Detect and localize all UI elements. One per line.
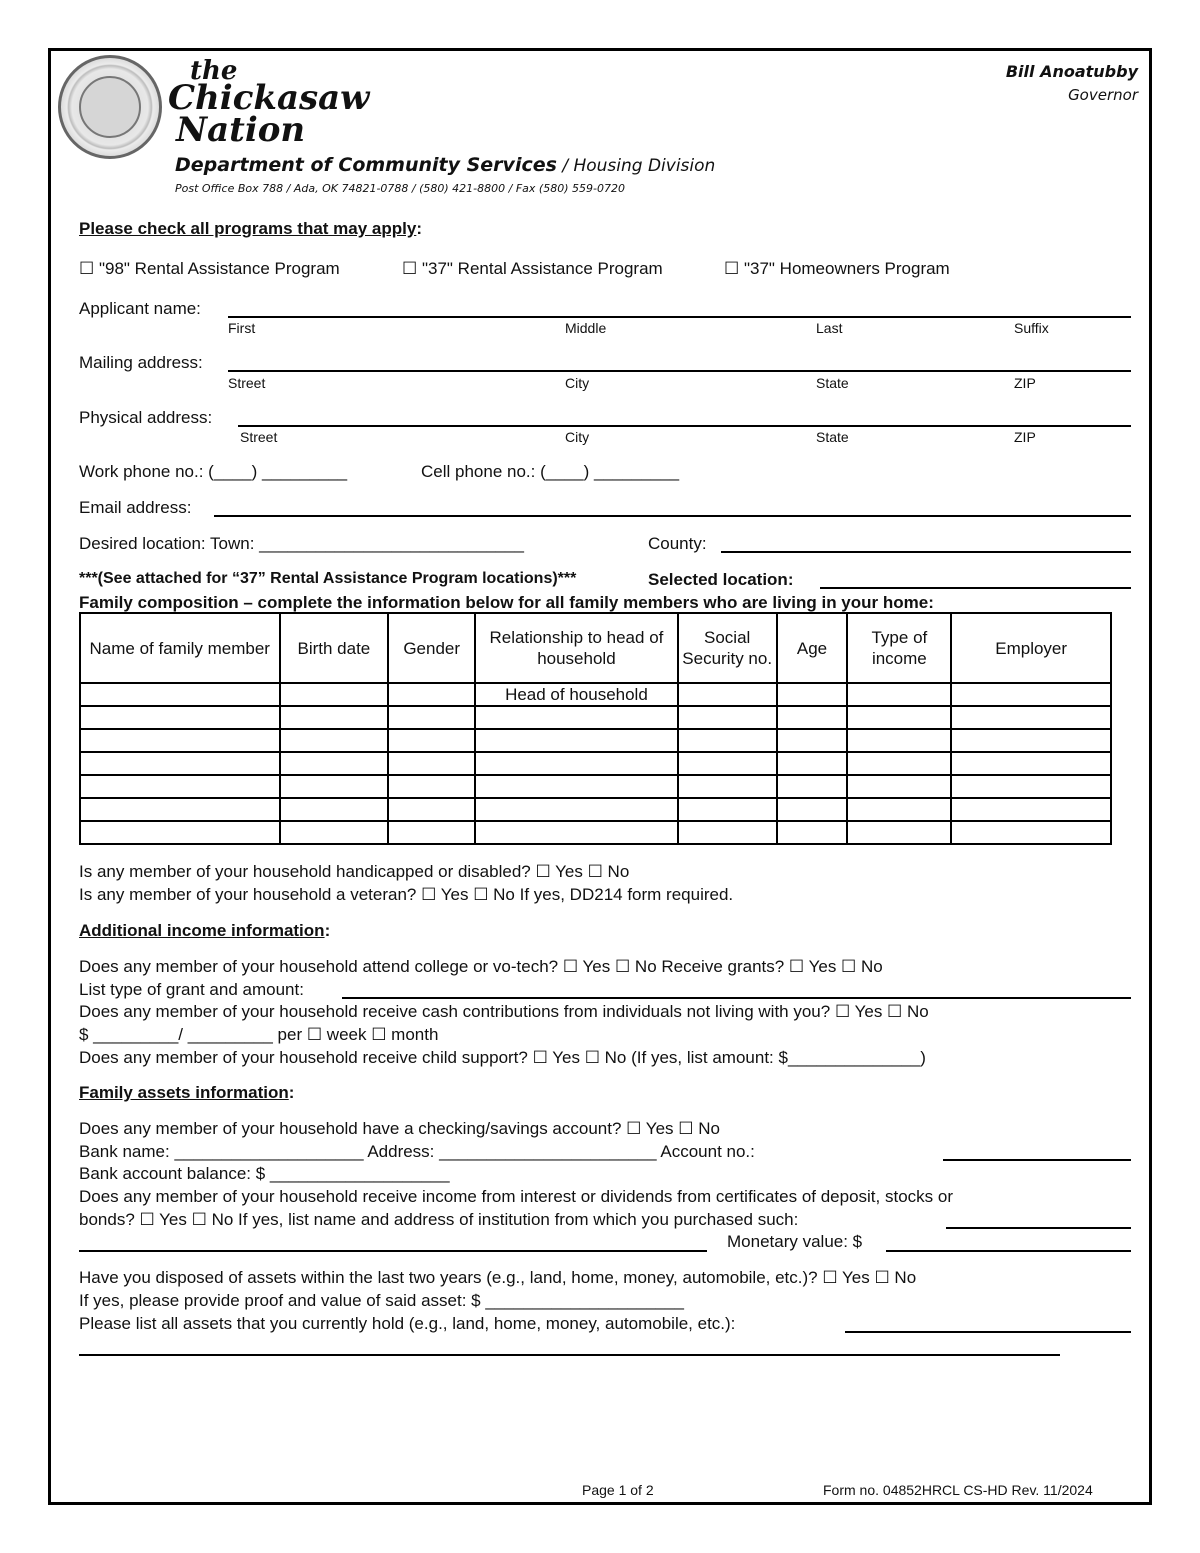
table-cell[interactable] bbox=[280, 683, 389, 706]
department-title: Department of Community Services / Housing Division bbox=[175, 154, 716, 176]
assets-list-label: Please list all assets that you currently hold (e.g., land, home, money, automobile, etc.): bbox=[79, 1314, 736, 1333]
institution-field[interactable] bbox=[946, 1227, 1131, 1229]
asset-proof-field[interactable]: If yes, please provide proof and value of said asset: $ _____________________ bbox=[79, 1291, 684, 1310]
physical-zip-caption: ZIP bbox=[1014, 429, 1036, 445]
first-name-caption: First bbox=[228, 320, 256, 336]
table-cell[interactable] bbox=[951, 775, 1111, 798]
veteran-question[interactable]: Is any member of your household a veteran? ☐ Yes ☐ No If yes, DD214 form required. bbox=[79, 885, 734, 904]
table-cell[interactable] bbox=[951, 706, 1111, 729]
disposed-assets-question[interactable]: Have you disposed of assets within the last two years (e.g., land, home, money, automobile, etc.)? ☐ Yes ☐ No bbox=[79, 1268, 917, 1287]
family-composition-table bbox=[79, 612, 1112, 845]
monetary-value-field[interactable] bbox=[886, 1250, 1131, 1252]
table-cell[interactable] bbox=[388, 821, 475, 844]
last-name-caption: Last bbox=[816, 320, 843, 336]
table-header-row bbox=[80, 613, 1111, 683]
table-cell[interactable] bbox=[678, 752, 777, 775]
suffix-caption: Suffix bbox=[1014, 320, 1049, 336]
table-cell[interactable] bbox=[777, 798, 848, 821]
table-cell[interactable] bbox=[951, 798, 1111, 821]
table-cell[interactable] bbox=[847, 821, 951, 844]
cash-contributions-question[interactable]: Does any member of your household receive cash contributions from individuals not living with you? ☐ Yes ☐ No bbox=[79, 1002, 929, 1021]
assets-list-field[interactable] bbox=[845, 1331, 1131, 1333]
family-composition-heading: Family composition – complete the information below for all family members who are living in your home: bbox=[79, 593, 934, 612]
middle-name-caption: Middle bbox=[565, 320, 607, 336]
table-cell[interactable] bbox=[678, 798, 777, 821]
table-cell[interactable] bbox=[80, 683, 280, 706]
table-cell[interactable] bbox=[475, 706, 678, 729]
col-ssn-header: Social Security no. bbox=[678, 613, 777, 683]
col-relationship-header: Relationship to head of household bbox=[475, 613, 678, 683]
selected-location-label: Selected location: bbox=[648, 570, 794, 589]
table-row bbox=[80, 683, 1111, 706]
table-row bbox=[80, 821, 1111, 844]
table-cell[interactable] bbox=[388, 683, 475, 706]
income-heading: Additional income information: bbox=[79, 921, 331, 940]
physical-state-caption: State bbox=[816, 429, 849, 445]
table-row bbox=[80, 798, 1111, 821]
table-cell[interactable] bbox=[678, 821, 777, 844]
table-cell[interactable] bbox=[80, 775, 280, 798]
mailing-city-caption: City bbox=[565, 375, 590, 391]
desired-town-field[interactable]: Desired location: Town: ____________________________ bbox=[79, 534, 524, 553]
table-cell[interactable] bbox=[777, 775, 848, 798]
physical-address-field[interactable] bbox=[238, 425, 1131, 427]
table-cell[interactable] bbox=[475, 798, 678, 821]
logo-chickasaw: Chickasaw bbox=[168, 78, 370, 118]
program-37-rental-checkbox[interactable]: ☐ "37" Rental Assistance Program bbox=[402, 259, 663, 278]
col-gender-header: Gender bbox=[388, 613, 475, 683]
col-name-header: Name of family member bbox=[80, 613, 280, 683]
table-cell[interactable] bbox=[280, 775, 389, 798]
table-cell[interactable] bbox=[678, 683, 777, 706]
table-cell[interactable] bbox=[388, 706, 475, 729]
table-cell[interactable] bbox=[80, 706, 280, 729]
interest-question: Does any member of your household receive income from interest or dividends from certificates of deposit, stocks or bbox=[79, 1187, 953, 1206]
table-cell[interactable] bbox=[951, 683, 1111, 706]
col-income-type-header: Type of income bbox=[847, 613, 951, 683]
program-98-rental-checkbox[interactable]: ☐ "98" Rental Assistance Program bbox=[79, 259, 340, 278]
table-cell[interactable] bbox=[847, 775, 951, 798]
cell-phone-field[interactable]: Cell phone no.: (____) _________ bbox=[421, 462, 680, 481]
table-row bbox=[80, 752, 1111, 775]
table-cell[interactable] bbox=[475, 752, 678, 775]
table-cell[interactable] bbox=[777, 729, 848, 752]
table-cell[interactable] bbox=[847, 729, 951, 752]
governor-title: Governor bbox=[1068, 86, 1138, 104]
table-cell[interactable] bbox=[388, 729, 475, 752]
table-cell[interactable] bbox=[847, 706, 951, 729]
handicapped-question[interactable]: Is any member of your household handicapped or disabled? ☐ Yes ☐ No bbox=[79, 862, 630, 881]
selected-location-field[interactable] bbox=[820, 587, 1131, 589]
table-row bbox=[80, 706, 1111, 729]
table-cell[interactable] bbox=[777, 683, 848, 706]
table-cell[interactable] bbox=[280, 752, 389, 775]
table-cell[interactable] bbox=[280, 798, 389, 821]
mailing-zip-caption: ZIP bbox=[1014, 375, 1036, 391]
mailing-street-caption: Street bbox=[228, 375, 266, 391]
physical-address-label: Physical address: bbox=[79, 408, 213, 427]
assets-heading: Family assets information: bbox=[79, 1083, 295, 1102]
table-cell[interactable] bbox=[280, 729, 389, 752]
table-cell[interactable] bbox=[951, 729, 1111, 752]
table-cell[interactable] bbox=[475, 775, 678, 798]
governor-name: Bill Anoatubby bbox=[1005, 62, 1138, 81]
mailing-address-field[interactable] bbox=[228, 370, 1131, 372]
grant-label: List type of grant and amount: bbox=[79, 980, 304, 999]
table-cell[interactable] bbox=[475, 729, 678, 752]
assets-list-field-continued[interactable] bbox=[79, 1354, 1060, 1356]
form-number: Form no. 04852HRCL CS-HD Rev. 11/2024 bbox=[823, 1482, 1093, 1498]
table-cell[interactable] bbox=[80, 729, 280, 752]
table-cell[interactable] bbox=[388, 752, 475, 775]
table-cell[interactable] bbox=[475, 821, 678, 844]
table-cell[interactable] bbox=[80, 821, 280, 844]
col-age-header: Age bbox=[777, 613, 848, 683]
table-cell[interactable] bbox=[847, 683, 951, 706]
monetary-value-label: Monetary value: $ bbox=[727, 1232, 863, 1251]
table-cell[interactable] bbox=[80, 798, 280, 821]
bonds-question[interactable]: bonds? ☐ Yes ☐ No If yes, list name and address of institution from which you purchased such: bbox=[79, 1210, 799, 1229]
bank-balance-field[interactable]: Bank account balance: $ ___________________ bbox=[79, 1164, 450, 1183]
county-label: County: bbox=[648, 534, 707, 553]
work-phone-field[interactable]: Work phone no.: (____) _________ bbox=[79, 462, 348, 481]
attached-locations-note: ***(See attached for “37” Rental Assistance Program locations)*** bbox=[79, 570, 577, 587]
head-of-household-cell: Head of household bbox=[475, 683, 678, 706]
child-support-question[interactable]: Does any member of your household receive child support? ☐ Yes ☐ No (If yes, list amount: $______________) bbox=[79, 1048, 926, 1067]
mailing-state-caption: State bbox=[816, 375, 849, 391]
table-row bbox=[80, 729, 1111, 752]
chickasaw-seal-logo bbox=[58, 55, 162, 159]
logo-the: the bbox=[190, 56, 238, 86]
table-cell[interactable] bbox=[777, 752, 848, 775]
table-cell[interactable] bbox=[678, 729, 777, 752]
mailing-address-label: Mailing address: bbox=[79, 353, 203, 372]
county-field[interactable] bbox=[721, 551, 1131, 553]
table-cell[interactable] bbox=[678, 706, 777, 729]
table-row bbox=[80, 775, 1111, 798]
table-cell[interactable] bbox=[678, 775, 777, 798]
bank-account-question[interactable]: Does any member of your household have a checking/savings account? ☐ Yes ☐ No bbox=[79, 1119, 720, 1138]
account-number-field[interactable] bbox=[943, 1159, 1131, 1161]
applicant-name-label: Applicant name: bbox=[79, 299, 201, 318]
table-cell[interactable] bbox=[847, 798, 951, 821]
grant-field[interactable] bbox=[342, 997, 1131, 999]
physical-street-caption: Street bbox=[240, 429, 278, 445]
table-cell[interactable] bbox=[388, 775, 475, 798]
table-cell[interactable] bbox=[388, 798, 475, 821]
col-employer-header: Employer bbox=[951, 613, 1111, 683]
cash-amount-field[interactable]: $ _________/ _________ per ☐ week ☐ month bbox=[79, 1025, 439, 1044]
program-37-homeowners-checkbox[interactable]: ☐ "37" Homeowners Program bbox=[724, 259, 950, 278]
email-label: Email address: bbox=[79, 498, 192, 517]
table-cell[interactable] bbox=[280, 706, 389, 729]
page-number: Page 1 of 2 bbox=[582, 1482, 654, 1498]
programs-heading: Please check all programs that may apply: bbox=[79, 219, 422, 238]
institution-field-continued[interactable] bbox=[79, 1250, 707, 1252]
college-question[interactable]: Does any member of your household attend college or vo-tech? ☐ Yes ☐ No Receive grants? ☐ Yes ☐ No bbox=[79, 957, 883, 976]
col-birth-date-header: Birth date bbox=[280, 613, 389, 683]
table-cell[interactable] bbox=[280, 821, 389, 844]
table-cell[interactable] bbox=[777, 821, 848, 844]
table-cell[interactable] bbox=[951, 821, 1111, 844]
logo-nation: Nation bbox=[176, 110, 306, 150]
physical-city-caption: City bbox=[565, 429, 590, 445]
table-cell[interactable] bbox=[80, 752, 280, 775]
email-field[interactable] bbox=[214, 515, 1131, 517]
applicant-name-field[interactable] bbox=[228, 316, 1131, 318]
table-cell[interactable] bbox=[951, 752, 1111, 775]
table-cell[interactable] bbox=[847, 752, 951, 775]
bank-details-fields[interactable]: Bank name: ____________________ Address: _______________________ Account no.: bbox=[79, 1142, 755, 1161]
table-cell[interactable] bbox=[777, 706, 848, 729]
department-address: Post Office Box 788 / Ada, OK 74821-0788 / (580) 421-8800 / Fax (580) 559-0720 bbox=[175, 182, 625, 195]
